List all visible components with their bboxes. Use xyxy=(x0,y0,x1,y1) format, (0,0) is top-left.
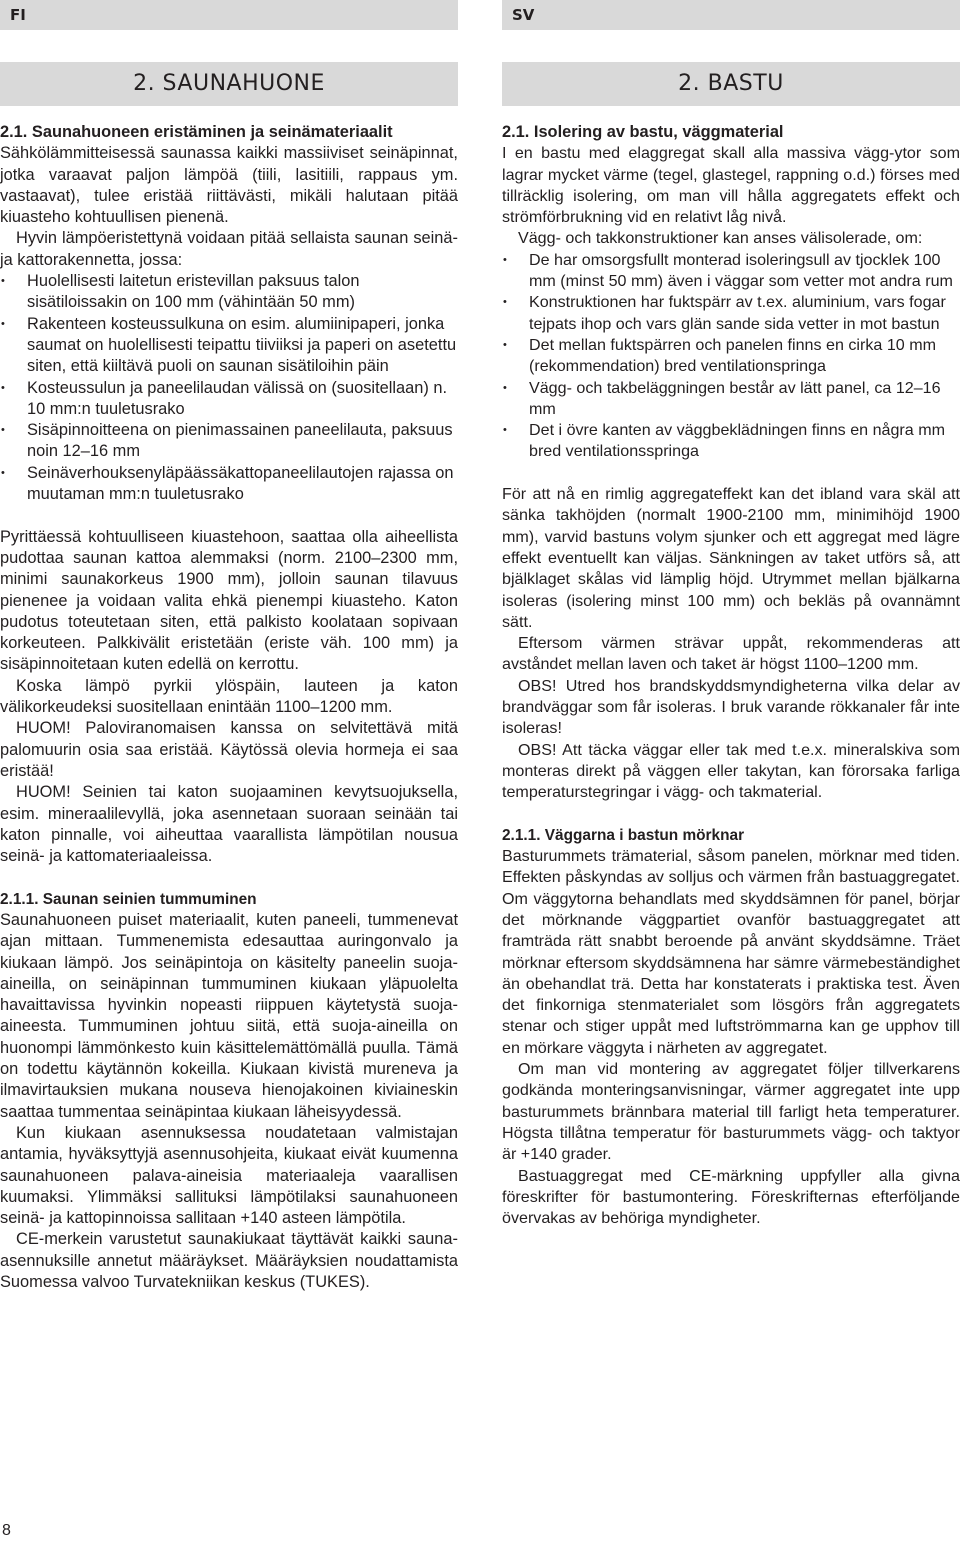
section-title-2-1-1-fi: 2.1.1. Saunan seinien tummuminen xyxy=(0,890,257,908)
finnish-column xyxy=(0,62,458,1293)
list-item: • Sisäpinnoitteena on pienimassainen paneelilauta, paksuus noin 12–16 mm xyxy=(0,420,458,463)
paragraph: CE-merkein varustetut saunakiukaat täyttävät kaikki sauna-asennuksille annetut määräykset. Määräyksien noudattamista Suomessa valvoo Turvatekniikan keskus (TUKES). xyxy=(0,1230,458,1292)
chapter-heading-sv: 2. BASTU xyxy=(502,62,960,106)
paragraph: I en bastu med elaggregat skall alla massiva vägg-ytor som lagrar mycket värme (tegel, glastegel, rappning o.d.) förses med tillräcklig isolering, om man vill hålla aggregatets effekt och strömförbrukning vid en relativt låg nivå. xyxy=(502,144,960,227)
finnish-text xyxy=(0,122,458,1293)
paragraph: HUOM! Paloviranomaisen kanssa on selvitettävä mitä palomuurin osia saa eristää. Käytössä olevia hormeja ei saa eristää! xyxy=(0,719,458,780)
language-tab-fi: FI xyxy=(0,0,458,30)
paragraph: Bastuaggregat med CE-märkning uppfyller alla givna föreskrifter för bastumontering. Föreskrifternas efterföljande övervakas av behöriga myndigheter. xyxy=(502,1166,960,1228)
paragraph: Basturummets trämaterial, såsom panelen, mörknar med tiden. Effekten påskyndas av solljus och värmen från bastuaggregatet. Om väggytorna behandlats med skyddsämnen för panel, börjar det mörknande väggpartiet ovanför bastuaggregatet att framträda rätt snabbt beroende på använt skyddsämne. Träet mörknar eftersom skyddsämnena har sämre värmebeständighet än obehandlat trä. Detta har konstaterats i praktiska test. Även det finkorniga stenmaterialet som lösgörs från aggregatets stenar och stiger uppåt med luftströmmarna kan ge upphov till en mörkare väggyta i närheten av aggregatet. xyxy=(502,847,960,1057)
list-item: • Konstruktionen har fuktspärr av t.ex. aluminium, vars fogar tejpats ihop och vars glän sande sida vetter in mot bastun xyxy=(502,292,960,335)
paragraph: OBS! Att täcka väggar eller tak med t.e.x. mineralskiva som monteras direkt på väggen eller takytan, kan förorsaka farliga temperaturstegringar i vägg- och takmaterial. xyxy=(502,740,960,802)
paragraph: Vägg- och takkonstruktioner kan anses välisolerade, om: xyxy=(518,229,923,248)
paragraph: För att nå en rimlig aggregateffekt kan det ibland vara skäl att sänka takhöjden (normalt 1900-2100 mm, minimihöjd 1900 mm), varvid bastuns volym sjunker och ett aggregat med lägre effekt eventuellt kan väljas. Sänkningen av taket utförs så, att bjälklaget skålas vid lämplig höjd. Utrymmet mellan bjälkarna isoleras (isolering minst 100 mm) och bekläs på ovannämnt sätt. xyxy=(502,485,960,631)
paragraph: Eftersom värmen strävar uppåt, rekommenderas att avståndet mellan laven och taket är högst 1100–1200 mm. xyxy=(502,634,960,674)
list-item: • Rakenteen kosteussulkuna on esim. alumiinipaperi, jonka saumat on huolellisesti teipattu tiiviiksi ja paperi on asetettu siten, että kiiltävä puoli on saunan sisätiloihin päin xyxy=(0,314,458,378)
swedish-text xyxy=(502,122,960,1229)
bullet-list-sv xyxy=(502,250,960,463)
section-title-2-1-fi: 2.1. Saunahuoneen eristäminen ja seinämateriaalit xyxy=(0,123,393,141)
section-title-2-1-1-sv: 2.1.1. Väggarna i bastun mörknar xyxy=(502,826,745,844)
list-item: • Kosteussulun ja paneelilaudan välissä on (suositellaan) n. 10 mm:n tuuletusrako xyxy=(0,378,458,421)
paragraph: Sähkölämmitteisessä saunassa kaikki massiiviset seinäpinnat, jotka varaavat paljon lämpöä (tiili, lasitiili, rappaus ym. vastaavat), tulee eristää riittävästi, mikäli halutaan pitää kiuasteho kohtuullisen pienenä. xyxy=(0,144,458,227)
paragraph: Pyrittäessä kohtuulliseen kiuastehoon, saattaa olla aiheellista pudottaa saunan kattoa alemmaksi (norm. 2100–2300 mm, minimi saunakorkeus 1900 mm), jolloin saunan tilavuus pienenee ja voidaan valita ehkä pienempi kiuasteho. Katon pudotus toteutetaan siten, että palkisto koolataan sopivaan korkeuteen. Palkkivälit eristetään (eriste väh. 100 mm) ja sisäpinnoitetaan kuten edellä on kerrottu. xyxy=(0,527,458,674)
section-title-2-1-sv: 2.1. Isolering av bastu, väggmaterial xyxy=(502,123,784,141)
swedish-column xyxy=(502,62,960,1229)
list-item: • Det mellan fuktspärren och panelen finns en cirka 10 mm (rekommendation) bred ventilationspringa xyxy=(502,335,960,378)
paragraph: HUOM! Seinien tai katon suojaaminen kevytsuojuksella, esim. mineraalilevyllä, joka asennetaan suoraan seinään tai katon pinnalle, voi aiheuttaa vaarallista lämpötilan nousua seinä- ja kattomateriaaleissa. xyxy=(0,783,458,866)
list-item: • Seinäverhouksenyläpäässäkattopaneelilautojen rajassa on muutaman mm:n tuuletusrako xyxy=(0,463,458,506)
paragraph: Hyvin lämpöeristettynä voidaan pitää sellaista saunan seinä- ja kattorakennetta, jossa: xyxy=(0,229,458,269)
paragraph: Saunahuoneen puiset materiaalit, kuten paneeli, tummenevat ajan mittaan. Tummenemista edesauttaa auringonvalo ja kiukaan lämpö. Jos seinäpintoja on käsitelty paneelin suoja-aineilla, on seinäpinnan tummuminen kiukaan yläpuolelta havaittavissa hyvinkin nopeasti riippuen käytetystä suoja-aineesta. Tummuminen johtuu siitä, että suoja-aineilla on huonompi lämmönkesto kuin käsittelemättömällä puulla. Tämä on todettu käytännön kokeilla. Kiukaan kivistä mureneva ja ilmavirtauksien mukana nouseva hienojakoinen kiviaineskin saattaa tummentaa seinäpintaa kiukaan läheisyydessä. xyxy=(0,910,458,1121)
paragraph: Kun kiukaan asennuksessa noudatetaan valmistajan antamia, hyväksyttyjä asennusohjeita, kiukaat eivät kuumenna saunahuoneen palava-aineisia materiaaleja vaarallisen kuumaksi. Ylimmäksi sallituksi lämpötilaksi saunahuoneen seinä- ja kattopinnoissa sallitaan +140 asteen lämpötila. xyxy=(0,1123,458,1228)
chapter-heading-fi: 2. SAUNAHUONE xyxy=(0,62,458,106)
page-number: 8 xyxy=(2,1522,11,1539)
list-item: • De har omsorgsfullt monterad isoleringsull av tjocklek 100 mm (minst 50 mm) även i väggar som vetter mot andra rum xyxy=(502,250,960,293)
language-tab-sv: SV xyxy=(502,0,960,30)
bullet-list-fi xyxy=(0,271,458,505)
list-item: • Vägg- och takbeläggningen består av lätt panel, ca 12–16 mm xyxy=(502,378,960,421)
paragraph: Koska lämpö pyrkii ylöspäin, lauteen ja katon välikorkeudeksi suositellaan enintään 1100–1200 mm. xyxy=(0,676,458,717)
paragraph: Om man vid montering av aggregatet följer tillverkarens godkända monteringsanvisningar, värmer aggregatet inte upp basturummets brännbara material till farligt heta temperaturer. Högsta tillåtna temperatur för basturummets vägg- och taktyor är +140 grader. xyxy=(502,1060,960,1164)
list-item: • Det i övre kanten av väggbeklädningen finns en några mm bred ventilationsspringa xyxy=(502,420,960,463)
paragraph: OBS! Utred hos brandskyddsmyndigheterna vilka delar av brandväggar som får isoleras. I bruk varande rökkanaler får inte isoleras! xyxy=(502,676,960,738)
list-item: • Huolellisesti laitetun eristevillan paksuus talon sisätiloissakin on 100 mm (vähintään 50 mm) xyxy=(0,271,458,314)
